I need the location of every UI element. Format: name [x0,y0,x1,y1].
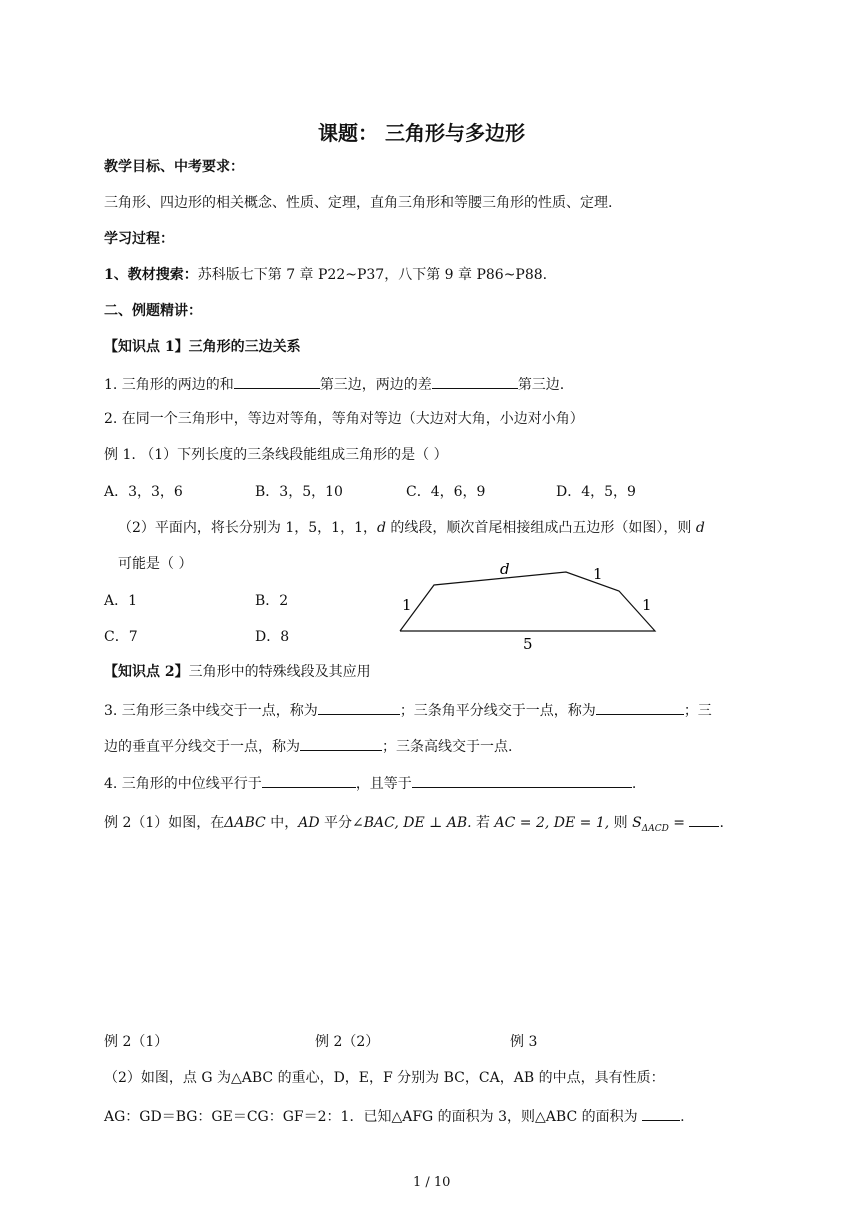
ex1-q2-option-b: B．2 [255,593,289,609]
item1-part-c: 第三边. [517,377,565,393]
triangle-abc: ΔABC [224,815,266,831]
pentagon-figure [390,555,670,655]
item-3-line2 [104,736,512,756]
textbook-line [104,266,547,284]
process-heading: 学习过程： [104,231,174,247]
answer-blank[interactable] [432,374,518,389]
label-top-right: 1 [593,565,603,583]
item1-part-a: 1. 三角形的两边的和 [104,377,234,393]
kp1-heading [104,338,301,356]
label-left: 1 [402,596,412,614]
item-2: 2. 在同一个三角形中，等边对等角，等角对等边（大边对大角，小边对小角） [104,411,584,427]
area-subscript: ΔACD [641,823,669,834]
ex2-part-d: 若 [471,815,495,831]
kp2-title: 三角形中的特殊线段及其应用 [188,664,371,680]
item4-part-a: 4. 三角形的中位线平行于 [104,776,262,792]
answer-blank[interactable] [642,1106,680,1121]
area-symbol: S [632,815,642,831]
item3-part-b: ；三条角平分线交于一点，称为 [399,703,596,719]
segment-ad: AD [298,815,320,831]
ex2-part-a: 例 2（1）如图，在 [104,815,225,831]
condition: ∠BAC, DE ⊥ AB. [352,815,472,831]
textbook-label: 1、教材搜索： [104,267,198,283]
label-bottom: 5 [523,635,533,653]
item4-part-c: . [631,776,637,792]
item3-part-d: 边的垂直平分线交于一点，称为 [104,739,300,755]
kp2-bracket: 【知识点 2】 [104,664,189,680]
goals-heading: 教学目标、中考要求： [104,159,244,175]
var-d: d [377,520,386,536]
ex1-q2-part1: （2）平面内，将长分别为 1，5，1，1， [118,520,377,536]
ex2-part-e: 则 [609,815,633,831]
item1-part-b: 第三边，两边的差 [319,377,432,393]
label-d: d [500,560,510,578]
kp1-bracket: 【知识点 1】 [104,339,189,355]
ex2-2-line2 [104,1106,685,1126]
ex2-2-end: . [680,1109,685,1125]
ex1-option-c: C．4，6，9 [406,484,486,500]
item4-part-b: ，且等于 [355,776,412,792]
ex2-2-line2-text: AG：GD＝BG：GE＝CG：GF＝2：1．已知△AFG 的面积为 3，则△ABC 的面积为 [104,1109,643,1125]
answer-blank[interactable] [234,374,320,389]
fig-label-ex2-2: 例 2（2） [315,1034,380,1050]
textbook-text: 苏科版七下第 7 章 P22~P37，八下第 9 章 P86~P88. [197,267,548,283]
var-d: d [695,520,705,536]
ex1-q2-part2: 的线段，顺次首尾相接组成凸五边形（如图），则 [385,520,696,536]
ex2-line [104,812,724,838]
answer-blank[interactable] [300,736,382,751]
ex2-end: . [719,815,724,831]
ex2-2-line1: （2）如图，点 G 为△ABC 的重心，D，E，F 分别为 BC，CA，AB 的中点，具有性质： [104,1070,665,1086]
pentagon-outline [400,572,655,631]
item3-part-a: 3. 三角形三条中线交于一点，称为 [104,703,318,719]
goals-text: 三角形、四边形的相关概念、性质、定理，直角三角形和等腰三角形的性质、定理. [104,195,613,211]
page-number: 1 / 10 [413,1175,451,1190]
ex1-q2-option-c: C．7 [104,629,138,645]
ex1-option-b: B．3，5，10 [255,484,343,500]
item3-part-c: ；三 [683,703,712,719]
label-right: 1 [642,596,652,614]
page-title: 课题： 三角形与多边形 [318,121,525,145]
answer-blank[interactable] [262,773,356,788]
examples-heading: 二、例题精讲： [104,303,202,319]
ex1-q2 [118,519,705,537]
ex1-q2-line2: 可能是（ ） [118,556,193,572]
values: AC = 2, DE = 1, [494,815,610,831]
answer-blank[interactable] [689,812,719,827]
item-1 [104,374,564,394]
equals: = [668,815,686,831]
kp1-title: 三角形的三边关系 [188,339,301,355]
answer-blank[interactable] [318,700,400,715]
fig-label-ex2-1: 例 2（1） [104,1034,169,1050]
item3-part-e: ；三条高线交于一点. [382,739,513,755]
item-3-line1 [104,700,712,720]
fig-label-ex3: 例 3 [510,1034,538,1050]
kp2-heading [104,663,371,681]
ex1-q2-option-d: D．8 [255,629,290,645]
ex2-part-c: 平分 [319,815,352,831]
answer-blank[interactable] [596,700,684,715]
ex1-q1: 例 1. （1）下列长度的三条线段能组成三角形的是（ ） [104,447,448,463]
ex1-option-d: D．4，5，9 [556,484,636,500]
answer-blank[interactable] [412,773,632,788]
item-4 [104,773,636,793]
ex1-option-a: A．3，3，6 [104,484,183,500]
ex2-part-b: 中， [265,815,299,831]
ex1-q2-option-a: A．1 [104,593,138,609]
